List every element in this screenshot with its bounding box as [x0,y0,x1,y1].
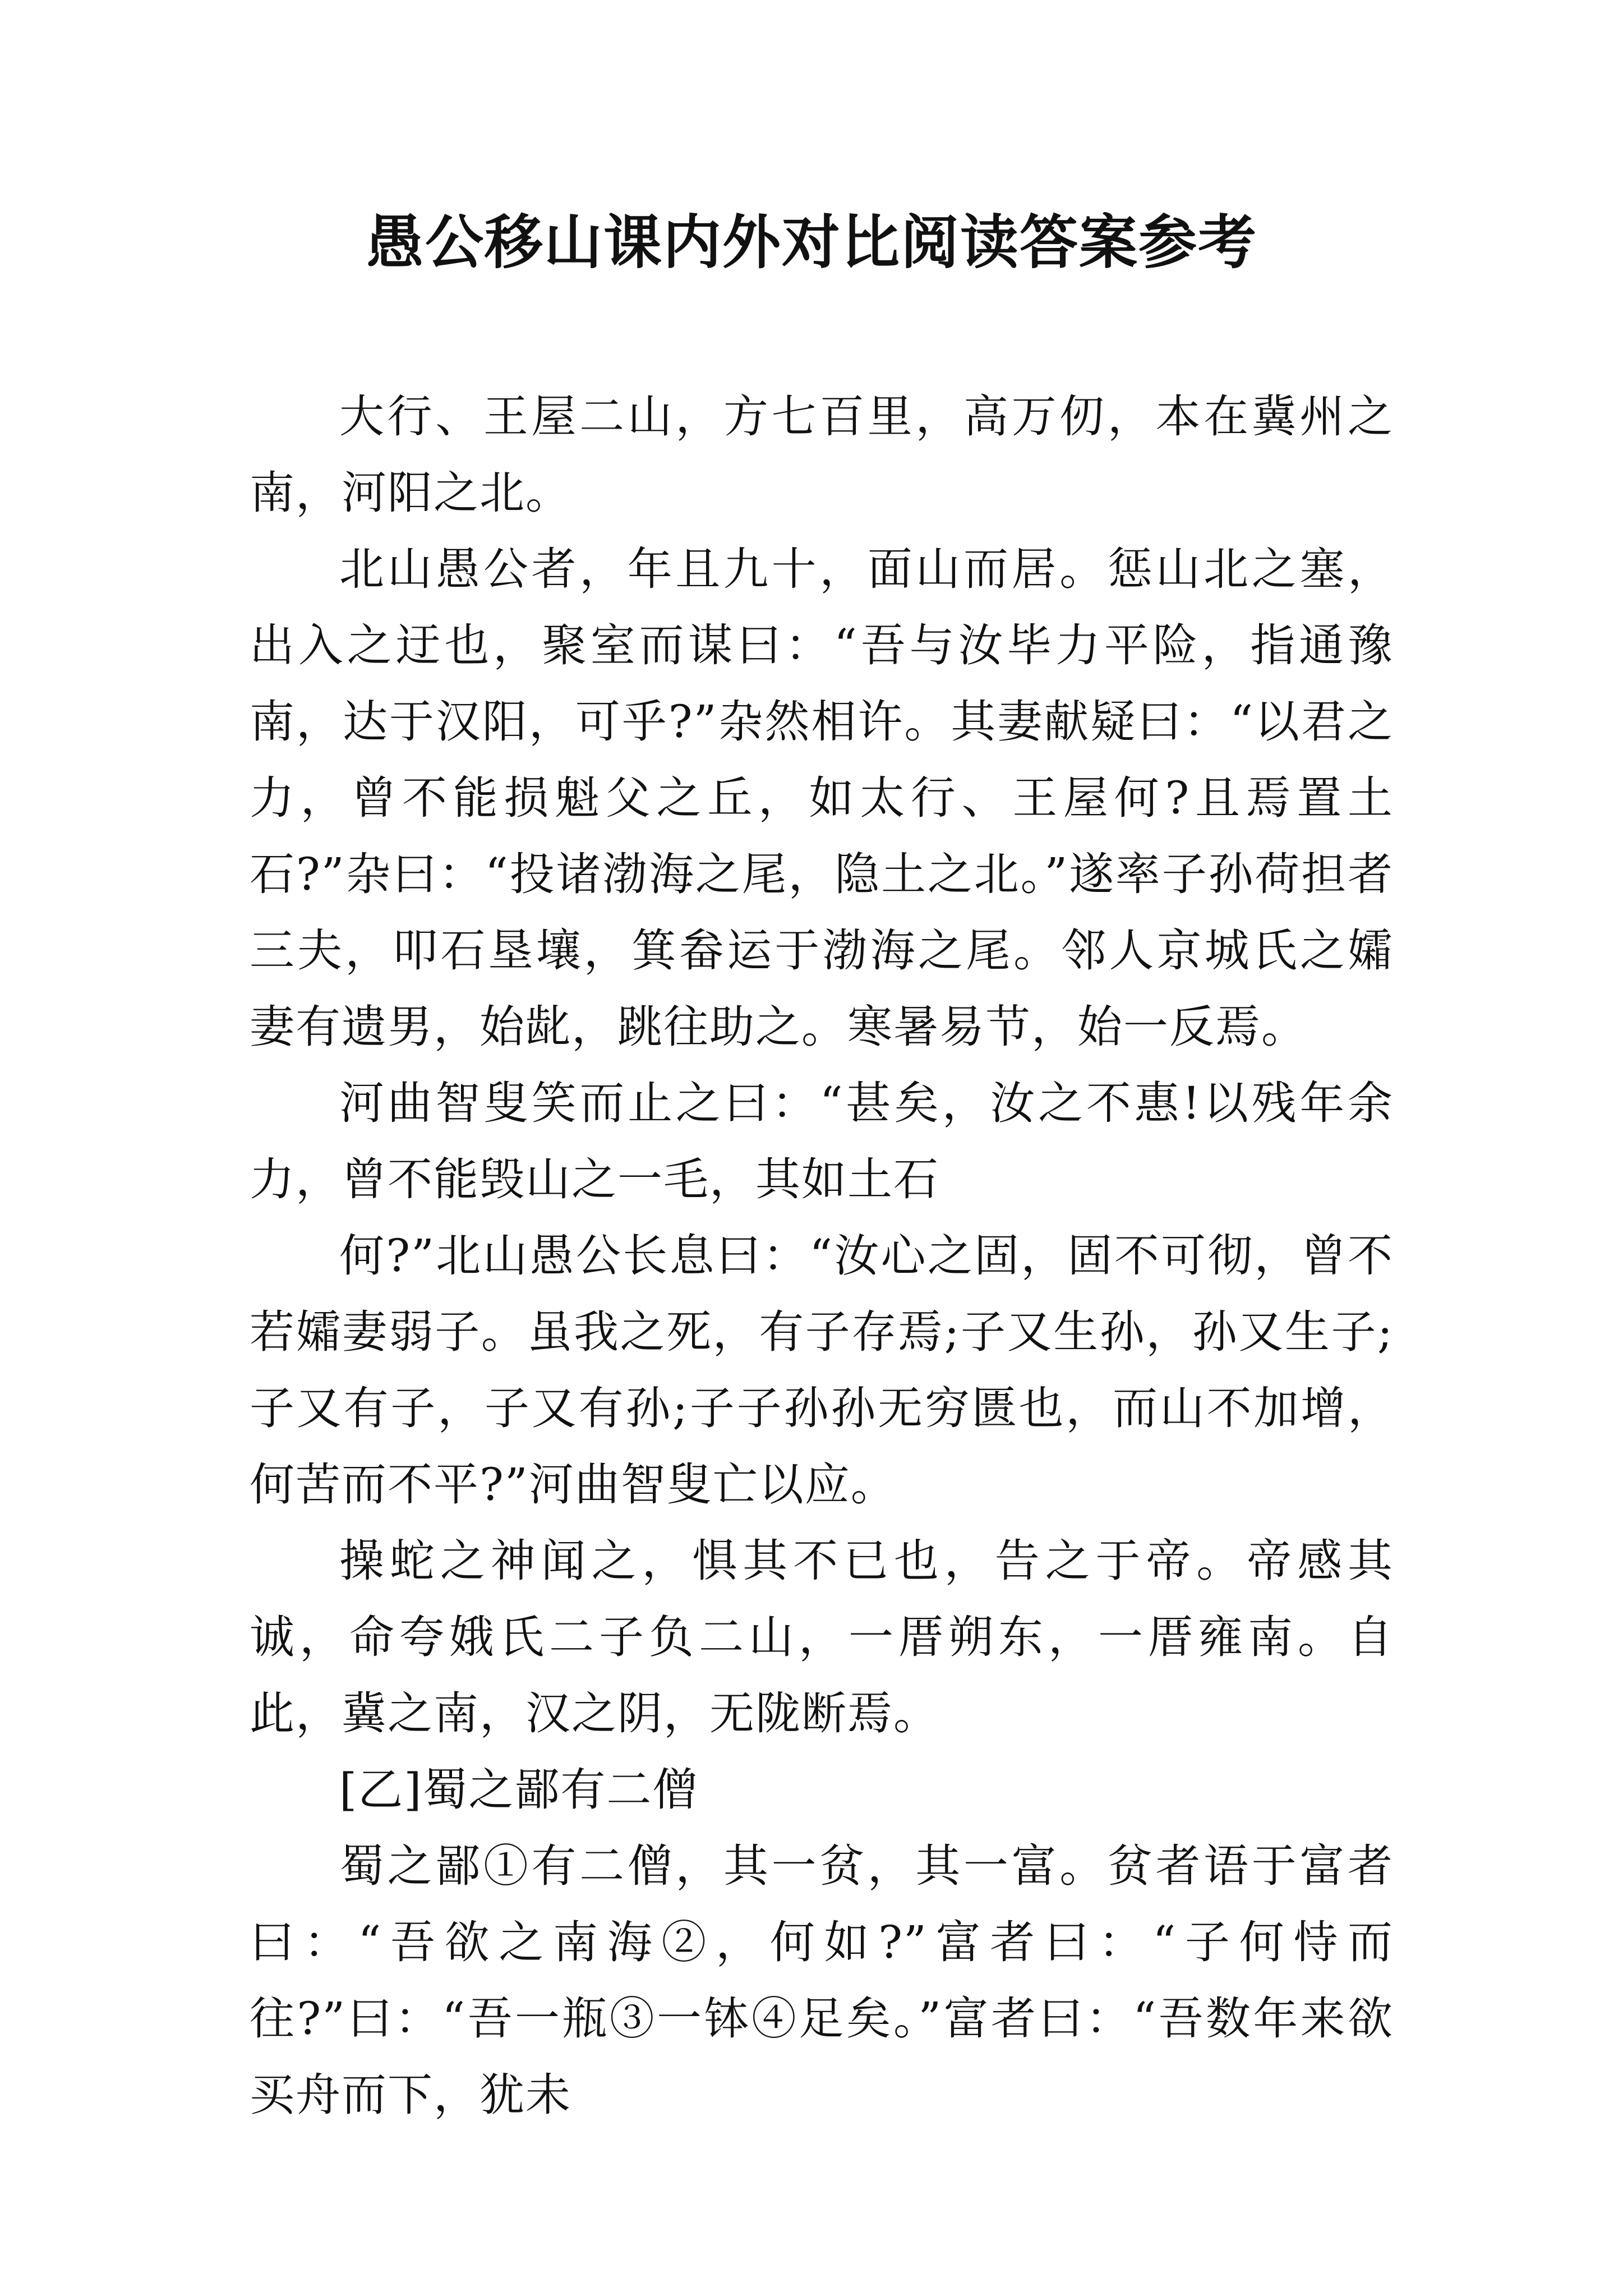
paragraph-two-monks: 蜀之鄙①有二僧，其一贫，其一富。贫者语于富者曰：“吾欲之南海②，何如?”富者曰：“子何恃而往?”曰：“吾一瓶③一钵④足矣。”富者曰：“吾数年来欲买舟而下，犹未 [250,1840,1394,2121]
paragraph-zhisou: 河曲智叟笑而止之曰：“甚矣，汝之不惠!以残年余力，曾不能毁山之一毛，其如土石 [250,1077,1394,1205]
paragraph-taihang-wangwu: 大行、王屋二山，方七百里，高万仞，本在冀州之南，河阳之北。 [250,390,1394,519]
document-title: 愚公移山课内外对比阅读答案参考 [365,208,1257,277]
paragraph-yugong-reply: 何?”北山愚公长息曰：“汝心之固，固不可彻，曾不若孀妻弱子。虽我之死，有子存焉;子又生孙，孙又生子;子又有子，子又有孙;子子孙孙无穷匮也，而山不加增，何苦而不平?”河曲智叟亡以应。 [250,1230,1394,1511]
document-body [250,379,1394,2133]
paragraph-yugong: 北山愚公者，年且九十，面山而居。惩山北之塞，出入之迂也，聚室而谋曰：“吾与汝毕力平险，指通豫南，达于汉阳，可乎?”杂然相许。其妻献疑曰：“以君之力，曾不能损魁父之丘，如太行、王屋何?且焉置土石?”杂曰：“投诸渤海之尾，隐土之北。”遂率子孙荷担者三夫，叩石垦壤，箕畚运于渤海之尾。邻人京城氏之孀妻有遗男，始龀，跳往助之。寒暑易节，始一反焉。 [250,543,1394,1053]
paragraph-snake-god: 操蛇之神闻之，惧其不已也，告之于帝。帝感其诚，命夸娥氏二子负二山，一厝朔东，一厝雍南。自此，冀之南，汉之阴，无陇断焉。 [250,1535,1394,1740]
section-heading-yi: [乙]蜀之鄙有二僧 [339,1764,699,1816]
